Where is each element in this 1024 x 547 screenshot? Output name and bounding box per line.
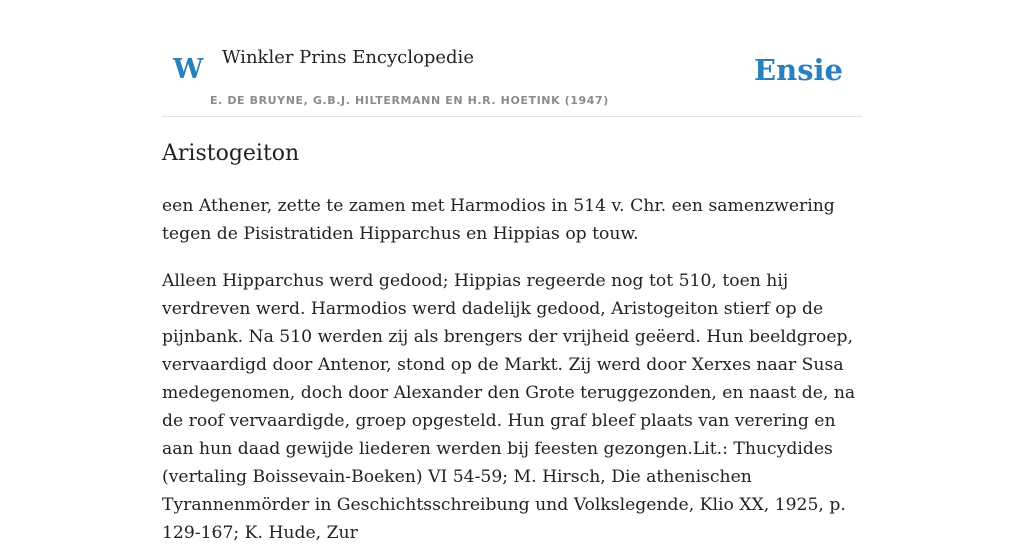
winkler-prins-logo-icon[interactable]: W — [173, 54, 204, 85]
page-header — [162, 0, 862, 117]
article — [162, 138, 862, 547]
article-paragraph: een Athener, zette te zamen met Harmodios in 514 v. Chr. een samenzwering tegen de Pisistratiden Hipparchus en Hippias op touw. — [162, 196, 835, 244]
article-paragraph: Alleen Hipparchus werd gedood; Hippias regeerde nog tot 510, toen hij verdreven werd. Harmodios werd dadelijk gedood, Aristogeiton stierf op de pijnbank. Na 510 werden zij als brengers der vrijheid geëerd. Hun beeldgroep, vervaardigd door Antenor, stond op de Markt. Zij werd door Xerxes naar Susa medegenomen, doch door Alexander den Grote teruggezonden, en naast de, na de roof vervaardigde, groep opgesteld. Hun graf bleef plaats van verering en aan hun daad gewijde liederen werden bij feesten gezongen.Lit.: Thucydides (vertaling Boissevain-Boeken) VI 54-59; M. Hirsch, Die athenischen Tyrannenmörder in Geschichtsschreibung und Volkslegende, Klio XX, 1925, p. 129-167; K. Hude, Zur — [162, 271, 856, 543]
ensie-brand-link[interactable]: Ensie — [754, 53, 843, 87]
publication-authors: E. DE BRUYNE, G.B.J. HILTERMANN EN H.R. HOETINK (1947) — [210, 94, 609, 107]
publication-title[interactable]: Winkler Prins Encyclopedie — [222, 47, 474, 68]
article-title: Aristogeiton — [162, 141, 300, 166]
